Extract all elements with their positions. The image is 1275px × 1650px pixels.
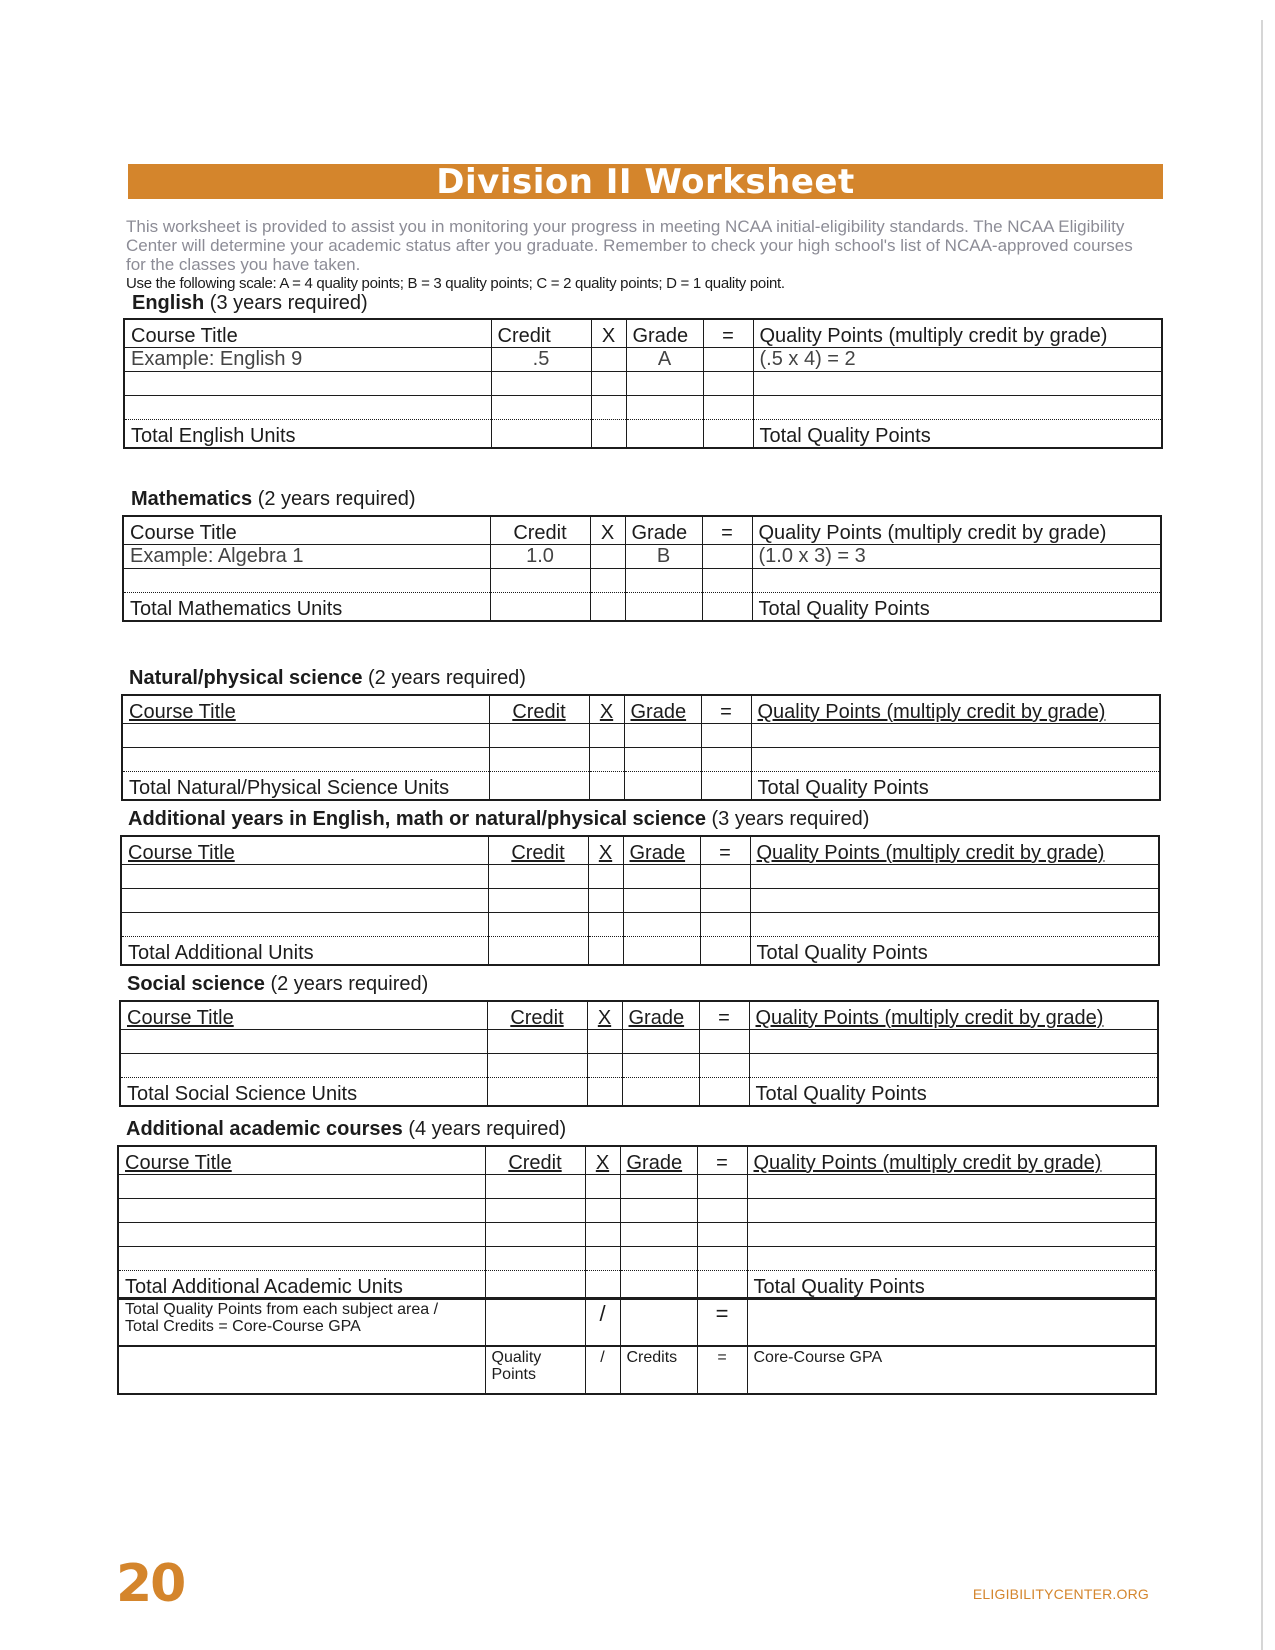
header-credit: Credit [491,319,591,348]
total-credit-cell[interactable] [485,1271,585,1300]
quality-points-cell[interactable] [750,865,1159,889]
gpa-table [117,1297,1157,1395]
total-credit-cell[interactable] [487,1078,587,1107]
header-times: X [585,1146,620,1175]
header-quality-points: Quality Points (multiply credit by grade) [753,319,1162,348]
header-course-title: Course Title [121,836,488,865]
header-credit: Credit [487,1001,587,1030]
additional-core-table [120,835,1160,966]
header-quality-points: Quality Points (multiply credit by grade) [751,695,1160,724]
credit-cell[interactable] [491,372,591,396]
gpa-formula-label [118,1298,485,1346]
table-header-row [124,319,1162,348]
quality-points-cell[interactable] [749,1030,1158,1054]
english-heading [132,292,368,315]
credit-cell[interactable] [489,748,589,772]
header-quality-points: Quality Points (multiply credit by grade) [747,1146,1156,1175]
table-row [121,889,1159,913]
header-times: X [588,836,623,865]
gpa-formula-line1: Total Quality Points from each subject area / [125,1301,439,1318]
total-units-label: Total Additional Units [121,937,488,966]
header-equals: = [702,516,752,545]
times-cell [585,1199,620,1223]
header-times: X [590,516,625,545]
social-requirement: (2 years required) [270,973,429,995]
total-grade-cell [620,1271,697,1300]
footer-url[interactable]: ELIGIBILITYCENTER.ORG [972,1586,1149,1602]
course-title-cell[interactable] [118,1223,485,1247]
science-requirement: (2 years required) [368,667,526,689]
quality-points-total-cell[interactable] [485,1298,585,1346]
total-credit-cell[interactable] [489,772,589,801]
total-row [124,420,1162,449]
credit-cell[interactable] [485,1247,585,1271]
math-heading [131,488,416,511]
additional-academic-requirement: (4 years required) [408,1118,567,1140]
equals-cell [701,724,751,748]
table-row [124,372,1162,396]
header-quality-points: Quality Points (multiply credit by grade) [752,516,1161,545]
credit-cell[interactable] [490,569,590,593]
course-title-cell[interactable] [121,889,488,913]
division-sign: / [585,1298,620,1346]
equals-cell [700,889,750,913]
equals-cell [703,420,753,449]
total-grade-cell [623,937,700,966]
times-cell [591,372,626,396]
grade-cell[interactable] [626,372,703,396]
header-grade: Grade [620,1146,697,1175]
times-cell [589,724,624,748]
example-equals-cell [702,545,752,569]
quality-points-cell[interactable] [747,1199,1156,1223]
page-edge [1261,20,1263,1650]
equals-cell [702,593,752,622]
gpa-formula-line2: Total Credits = Core-Course GPA [125,1318,361,1335]
times-cell [589,748,624,772]
grade-cell[interactable] [620,1223,697,1247]
equals-cell [699,1054,749,1078]
header-credit: Credit [488,836,588,865]
times-cell [588,937,623,966]
total-quality-points-label: Total Quality Points [752,593,1161,622]
table-header-row [121,836,1159,865]
table-row [121,865,1159,889]
times-cell [587,1054,622,1078]
equals-cell [701,748,751,772]
header-equals: = [699,1001,749,1030]
course-title-cell[interactable] [118,1175,485,1199]
header-course-title: Course Title [124,319,491,348]
grade-cell[interactable] [624,748,701,772]
total-grade-cell [626,420,703,449]
total-row [123,593,1161,622]
total-credit-cell[interactable] [488,937,588,966]
social-table [119,1000,1159,1107]
header-equals: = [701,695,751,724]
table-row [122,724,1160,748]
quality-points-cell[interactable] [751,724,1160,748]
credit-cell[interactable] [487,1054,587,1078]
times-cell [588,913,623,937]
course-title-cell[interactable] [121,913,488,937]
example-row [123,545,1161,569]
header-times: X [589,695,624,724]
header-grade: Grade [626,319,703,348]
equals-cell [697,1271,747,1300]
header-course-title: Course Title [120,1001,487,1030]
table-row [120,1054,1158,1078]
total-grade-cell [622,1078,699,1107]
quality-points-cell[interactable] [751,748,1160,772]
additional-academic-table [117,1145,1157,1300]
credit-cell[interactable] [485,1175,585,1199]
header-equals: = [700,836,750,865]
times-cell [587,1078,622,1107]
credit-cell[interactable] [489,724,589,748]
quality-points-cell[interactable] [753,396,1162,420]
total-credit-cell[interactable] [491,420,591,449]
header-grade: Grade [625,516,702,545]
total-credit-cell[interactable] [490,593,590,622]
equals-cell [701,772,751,801]
total-quality-points-label: Total Quality Points [747,1271,1156,1300]
total-units-label: Total Social Science Units [120,1078,487,1107]
header-equals: = [697,1146,747,1175]
example-row [124,348,1162,372]
course-title-cell[interactable] [118,1199,485,1223]
equals-cell [700,913,750,937]
header-equals: = [703,319,753,348]
times-cell [585,1175,620,1199]
equals-cell [697,1175,747,1199]
additional-core-requirement: (3 years required) [711,808,870,830]
total-quality-points-label: Total Quality Points [749,1078,1158,1107]
core-course-gpa-label: Core-Course GPA [747,1346,1156,1394]
total-quality-points-label: Total Quality Points [750,937,1159,966]
social-heading [127,973,428,996]
additional-academic-heading [126,1118,566,1141]
header-course-title: Course Title [118,1146,485,1175]
intro-paragraph: This worksheet is provided to assist you in monitoring your progress in meeting NCAA initial-eligibility standards. The NCAA Eligibility Center will determine your academic status after you graduate. Remember to check your high school's list of NCAA-approved courses for the classes you have taken. [126,217,1133,274]
table-row [123,569,1161,593]
table-header-row [118,1146,1156,1175]
times-cell [585,1271,620,1300]
worksheet-title: Division II Worksheet [436,161,855,202]
example-times-cell [590,545,625,569]
credit-cell[interactable] [485,1223,585,1247]
credit-cell[interactable] [488,865,588,889]
course-title-cell[interactable] [120,1054,487,1078]
grade-cell[interactable] [623,865,700,889]
grade-cell[interactable] [623,889,700,913]
table-row [122,748,1160,772]
additional-core-heading [128,808,869,831]
course-title-cell[interactable] [122,724,489,748]
table-row [120,1030,1158,1054]
course-title-cell[interactable] [122,748,489,772]
english-subject: English [132,292,205,314]
table-row [118,1199,1156,1223]
example-quality-points: (.5 x 4) = 2 [753,348,1162,372]
total-units-label: Total Natural/Physical Science Units [122,772,489,801]
quality-points-label [485,1346,585,1394]
page-number: 20 [116,1554,185,1614]
equals-cell [697,1247,747,1271]
gpa-formula-row [118,1298,1156,1346]
quality-points-cell[interactable] [750,889,1159,913]
total-grade-cell [624,772,701,801]
total-row [120,1078,1158,1107]
grade-cell[interactable] [622,1054,699,1078]
times-cell [585,1247,620,1271]
example-grade: B [625,545,702,569]
times-cell [590,569,625,593]
header-times: X [587,1001,622,1030]
header-credit: Credit [485,1146,585,1175]
equals-sign-label: = [697,1346,747,1394]
equals-cell [700,865,750,889]
equals-cell [699,1030,749,1054]
math-subject: Mathematics [131,488,253,510]
equals-cell [703,372,753,396]
science-table [121,694,1161,801]
times-cell [590,593,625,622]
course-title-cell[interactable] [118,1247,485,1271]
course-title-cell[interactable] [120,1030,487,1054]
header-credit: Credit [489,695,589,724]
grade-scale-note: Use the following scale: A = 4 quality points; B = 3 quality points; C = 2 quality points; D = 1 quality point. [126,275,785,292]
title-banner [128,161,1163,202]
header-times: X [591,319,626,348]
quality-points-cell[interactable] [749,1054,1158,1078]
total-row [118,1271,1156,1300]
grade-cell[interactable] [620,1247,697,1271]
course-title-cell[interactable] [121,865,488,889]
total-units-label: Total English Units [124,420,491,449]
gpa-blank-cell [118,1346,485,1394]
total-grade-cell [625,593,702,622]
grade-cell[interactable] [620,1199,697,1223]
credit-cell[interactable] [487,1030,587,1054]
equals-cell [697,1199,747,1223]
math-table [122,515,1162,622]
header-course-title: Course Title [122,695,489,724]
times-cell [588,865,623,889]
header-course-title: Course Title [123,516,490,545]
total-quality-points-label: Total Quality Points [753,420,1162,449]
total-units-label: Total Additional Academic Units [118,1271,485,1300]
course-title-cell[interactable] [124,372,491,396]
credits-total-cell[interactable] [620,1298,697,1346]
core-course-gpa-cell[interactable] [747,1298,1156,1346]
header-credit: Credit [490,516,590,545]
times-cell [591,396,626,420]
table-row [118,1223,1156,1247]
times-cell [591,420,626,449]
example-grade: A [626,348,703,372]
example-quality-points: (1.0 x 3) = 3 [752,545,1161,569]
total-quality-points-label: Total Quality Points [751,772,1160,801]
quality-points-cell[interactable] [753,372,1162,396]
additional-academic-subject: Additional academic courses [126,1118,403,1140]
math-requirement: (2 years required) [257,488,416,510]
english-table [123,318,1163,449]
credit-cell[interactable] [485,1199,585,1223]
course-title-cell[interactable] [124,396,491,420]
division-sign-label: / [585,1346,620,1394]
table-row [118,1175,1156,1199]
table-row [124,396,1162,420]
example-course-title: Example: Algebra 1 [123,545,490,569]
times-cell [589,772,624,801]
quality-points-cell[interactable] [747,1247,1156,1271]
quality-points-label-line1: Quality [491,1349,542,1366]
english-requirement: (3 years required) [209,292,368,314]
science-heading [129,667,526,690]
course-title-cell[interactable] [123,569,490,593]
quality-points-label-line2: Points [491,1366,536,1383]
table-header-row [120,1001,1158,1030]
example-course-title: Example: English 9 [124,348,491,372]
total-units-label: Total Mathematics Units [123,593,490,622]
times-cell [588,889,623,913]
quality-points-cell[interactable] [750,913,1159,937]
credits-label: Credits [620,1346,697,1394]
quality-points-cell[interactable] [747,1223,1156,1247]
quality-points-cell[interactable] [747,1175,1156,1199]
table-row [121,913,1159,937]
equals-sign: = [697,1298,747,1346]
equals-cell [699,1078,749,1107]
quality-points-cell[interactable] [752,569,1161,593]
table-header-row [122,695,1160,724]
header-grade: Grade [624,695,701,724]
gpa-labels-row [118,1346,1156,1394]
example-credit: 1.0 [490,545,590,569]
table-header-row [123,516,1161,545]
header-grade: Grade [622,1001,699,1030]
grade-cell[interactable] [626,396,703,420]
equals-cell [697,1223,747,1247]
grade-cell[interactable] [624,724,701,748]
social-subject: Social science [127,973,265,995]
equals-cell [702,569,752,593]
credit-cell[interactable] [488,889,588,913]
header-quality-points: Quality Points (multiply credit by grade) [750,836,1159,865]
table-row [118,1247,1156,1271]
science-subject: Natural/physical science [129,667,363,689]
credit-cell[interactable] [488,913,588,937]
times-cell [587,1030,622,1054]
example-credit: .5 [491,348,591,372]
additional-core-subject: Additional years in English, math or natural/physical science [128,808,706,830]
equals-cell [703,396,753,420]
grade-cell[interactable] [625,569,702,593]
credit-cell[interactable] [491,396,591,420]
total-row [121,937,1159,966]
times-cell [585,1223,620,1247]
grade-cell[interactable] [622,1030,699,1054]
header-quality-points: Quality Points (multiply credit by grade) [749,1001,1158,1030]
grade-cell[interactable] [623,913,700,937]
total-row [122,772,1160,801]
equals-cell [700,937,750,966]
grade-cell[interactable] [620,1175,697,1199]
example-equals-cell [703,348,753,372]
example-times-cell [591,348,626,372]
header-grade: Grade [623,836,700,865]
